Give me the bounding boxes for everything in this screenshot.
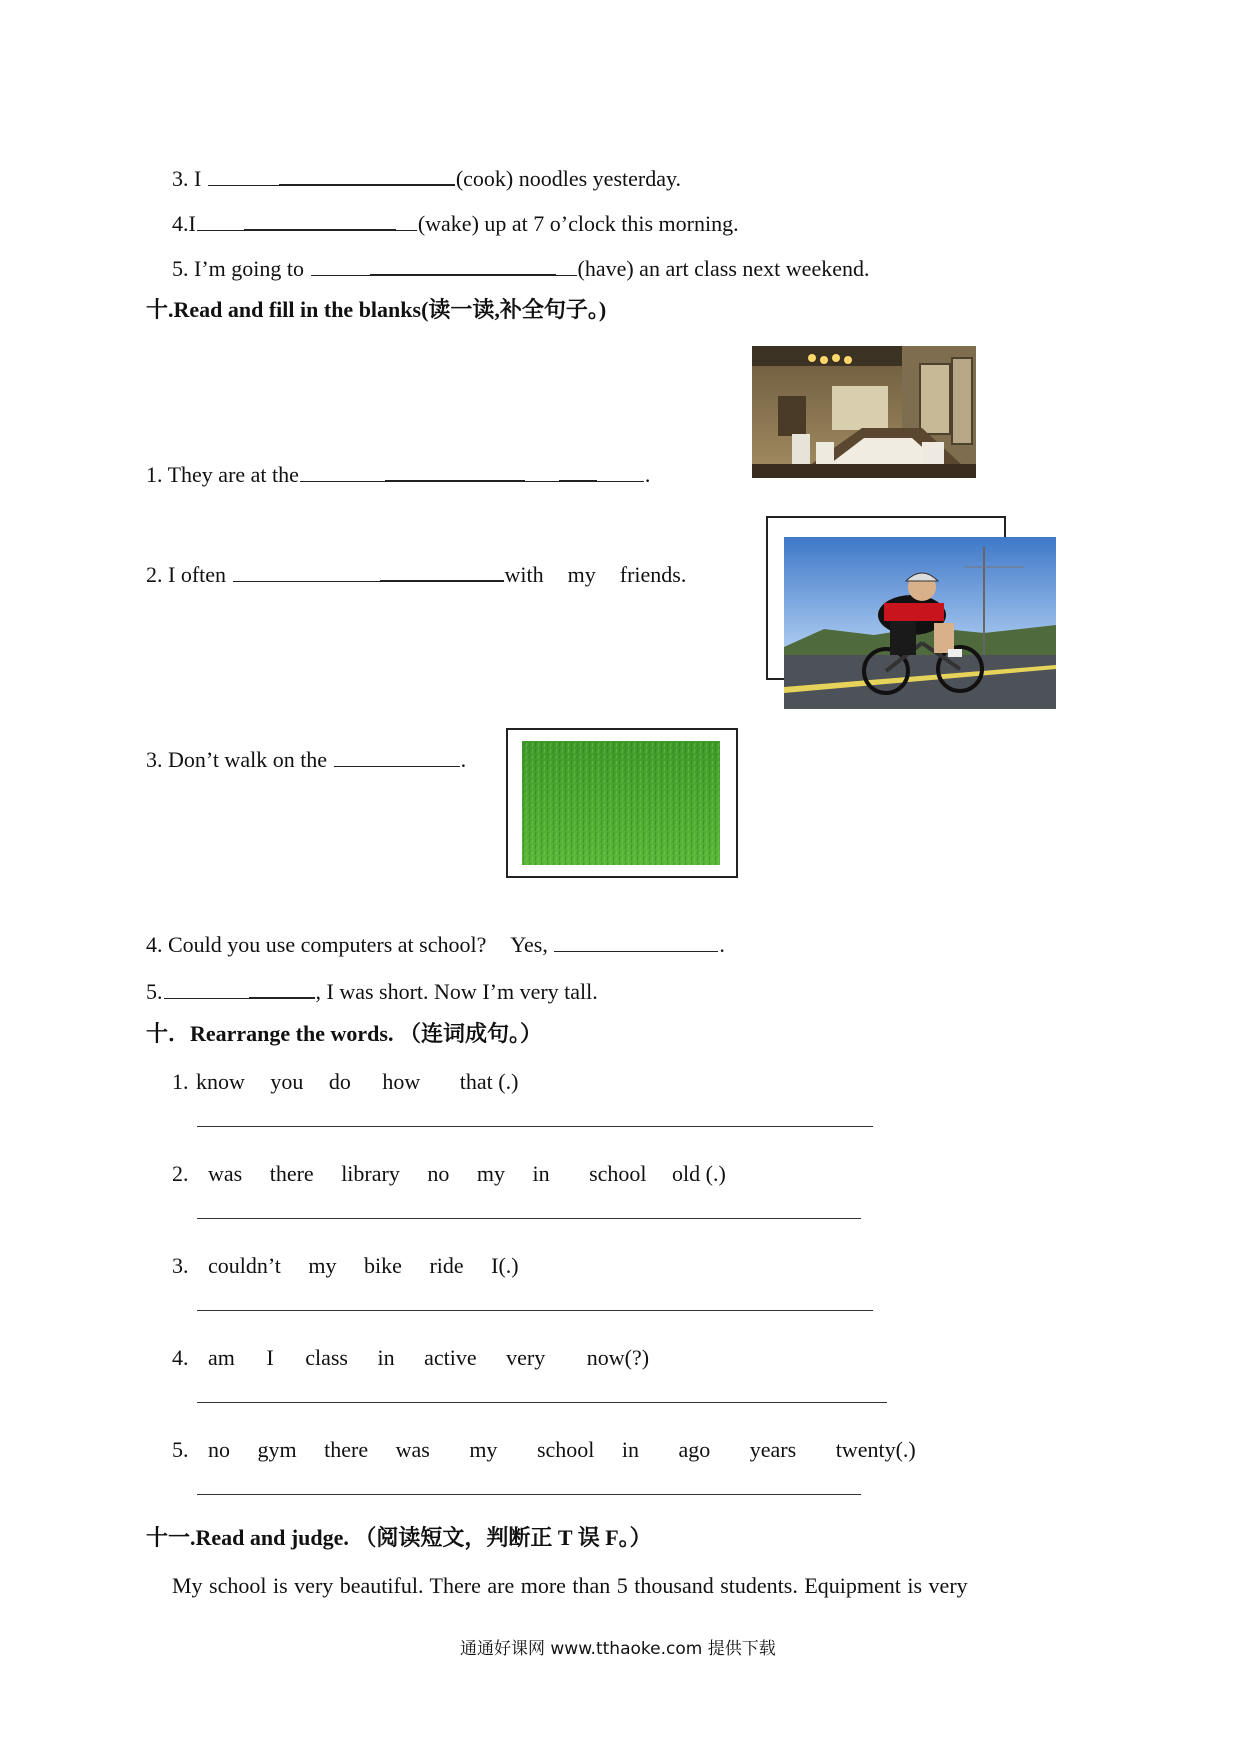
- read-fill-item-5: 5. , I was short. Now I’m very tall.: [146, 975, 598, 1006]
- reading-passage: My school is very beautiful. There are more than 5 thousand students. Equipment is very: [172, 1573, 968, 1598]
- dining-room-image: [752, 346, 976, 478]
- answer-blank[interactable]: [380, 558, 504, 582]
- section-heading-rearrange: 十．Rearrange the words. （连词成句。）: [146, 1021, 542, 1046]
- answer-blank[interactable]: [524, 459, 560, 482]
- answer-blank[interactable]: [244, 207, 396, 231]
- section-heading-read-judge: 十一.Read and judge. （阅读短文，判断正 T 误 F。）: [146, 1525, 652, 1550]
- rearrange-item-2: 2. was there library no my in school old (.): [172, 1161, 726, 1186]
- answer-blank[interactable]: [233, 559, 381, 582]
- answer-blank[interactable]: [555, 253, 577, 276]
- answer-line[interactable]: [197, 1402, 887, 1403]
- rearrange-item-4: 4. am I class in active very now(?): [172, 1345, 650, 1370]
- answer-blank[interactable]: [300, 459, 386, 482]
- answer-blank[interactable]: [559, 458, 597, 482]
- answer-blank[interactable]: [249, 975, 315, 999]
- exercise-4: 4.I (wake) up at 7 o’clock this morning.: [172, 207, 739, 238]
- section-heading-read-fill: 十.Read and fill in the blanks(读一读,补全句子。): [146, 297, 607, 322]
- cyclist-photo: [784, 537, 1056, 709]
- answer-blank[interactable]: [385, 458, 525, 482]
- answer-blank[interactable]: [334, 744, 460, 767]
- read-fill-item-4: 4. Could you use computers at school? Yes, .: [146, 929, 725, 959]
- dining-room-photo: [752, 346, 976, 478]
- rearrange-item-5: 5. no gym there was my school in ago years twenty(.): [172, 1437, 916, 1462]
- answer-blank[interactable]: [395, 208, 417, 231]
- cyclist-image: [784, 537, 1056, 709]
- answer-blank[interactable]: [208, 163, 280, 186]
- read-fill-item-1: 1. They are at the .: [146, 458, 650, 489]
- answer-blank[interactable]: [279, 162, 455, 186]
- answer-blank[interactable]: [197, 208, 245, 231]
- grass-image: [522, 741, 720, 865]
- read-fill-item-2: 2. I often with my friends.: [146, 558, 686, 589]
- grass-photo: [522, 741, 720, 865]
- answer-line[interactable]: [197, 1494, 861, 1495]
- read-fill-item-3: 3. Don’t walk on the .: [146, 744, 466, 774]
- rearrange-item-1: 1. know you do how that (.): [172, 1069, 519, 1094]
- answer-line[interactable]: [197, 1218, 861, 1219]
- rearrange-item-3: 3. couldn’t my bike ride I(.): [172, 1253, 519, 1278]
- answer-blank[interactable]: [311, 253, 371, 276]
- answer-blank[interactable]: [370, 252, 556, 276]
- answer-line[interactable]: [197, 1126, 873, 1127]
- page-footer: 通通好课网 www.tthaoke.com 提供下载: [460, 1639, 776, 1659]
- answer-blank[interactable]: [554, 929, 718, 952]
- answer-blank[interactable]: [596, 459, 644, 482]
- exercise-3: 3. I (cook) noodles yesterday.: [172, 162, 681, 193]
- answer-line[interactable]: [197, 1310, 873, 1311]
- answer-blank[interactable]: [164, 976, 250, 999]
- exercise-5: 5. I’m going to (have) an art class next weekend.: [172, 252, 869, 283]
